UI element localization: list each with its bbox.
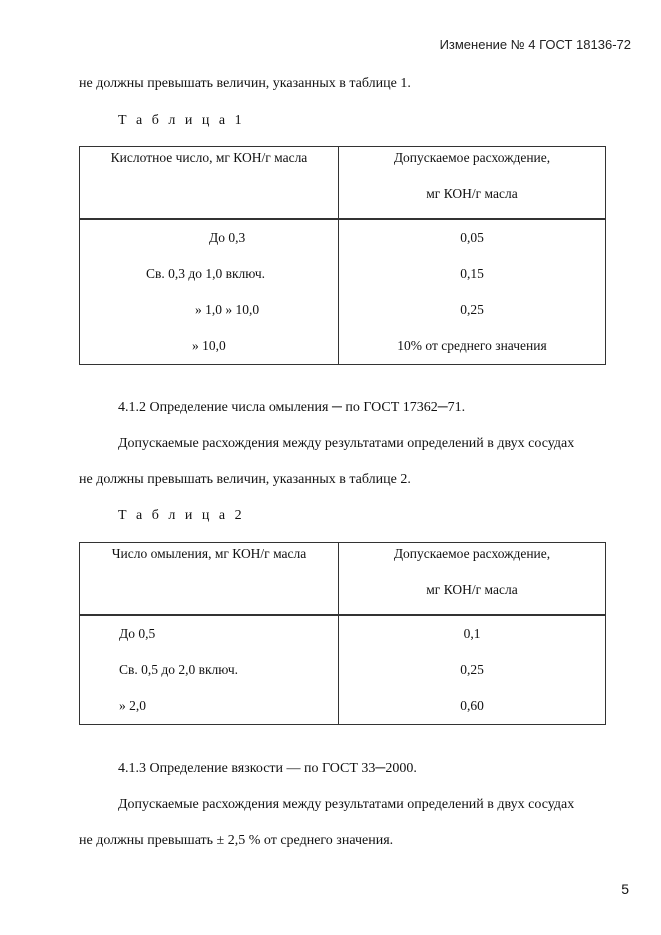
table-header-cell <box>80 543 339 616</box>
column-header-tolerance-unit: мг КОН/г масла <box>426 582 518 597</box>
table-cell-value: 0,05 <box>460 230 484 245</box>
table-cell-range: Св. 0,5 до 2,0 включ. <box>119 662 239 677</box>
table-row <box>80 219 606 364</box>
table-cell-range: До 0,3 <box>209 230 246 245</box>
paragraph-text: Допускаемые расхождения между результатами определений в двух сосудах <box>118 797 575 812</box>
column-header-tolerance: Допускаемое расхождение, <box>393 546 551 561</box>
section-4-1-2-heading: 4.1.2 Определение числа омыления ─ по ГОСТ 17362─71. <box>118 400 466 415</box>
column-header-tolerance-unit: мг КОН/г масла <box>426 186 518 201</box>
table-1-caption: Т а б л и ц а 1 <box>118 113 245 128</box>
paragraph-text: не должны превышать ± 2,5 % от среднего значения. <box>79 833 394 848</box>
table-header-row <box>80 147 606 220</box>
table-cell-value: 0,25 <box>460 662 484 677</box>
table-header-row <box>80 543 606 616</box>
table-cell-value: 0,60 <box>460 698 484 713</box>
table-cell-range: » 10,0 <box>192 338 226 353</box>
paragraph-text: Допускаемые расхождения между результатами определений в двух сосудах <box>118 436 575 451</box>
column-header-tolerance: Допускаемое расхождение, <box>393 150 551 165</box>
table-header-cell <box>339 543 606 616</box>
table-cell-value: 0,1 <box>463 626 481 641</box>
table-header-cell <box>80 147 339 220</box>
table-1 <box>79 146 606 365</box>
table-cell-range: До 0,5 <box>119 626 156 641</box>
column-header-saponification-number: Число омыления, мг КОН/г масла <box>111 546 307 561</box>
table-cell-range: » 1,0 » 10,0 <box>195 302 260 317</box>
table-cell-value: 10% от среднего значения <box>397 338 547 353</box>
column-header-acid-number: Кислотное число, мг КОН/г масла <box>110 150 308 165</box>
table-2 <box>79 542 606 725</box>
table-cell-value: 0,15 <box>460 266 484 281</box>
table-header-cell <box>339 147 606 220</box>
table-cell-range: Св. 0,3 до 1,0 включ. <box>146 266 266 281</box>
paragraph-text: не должны превышать величин, указанных в таблице 1. <box>79 76 411 91</box>
table-row <box>80 615 606 724</box>
section-4-1-3-heading: 4.1.3 Определение вязкости — по ГОСТ 33─2000. <box>118 761 417 776</box>
running-header: Изменение № 4 ГОСТ 18136-72 <box>439 37 631 52</box>
page-number: 5 <box>621 881 629 897</box>
paragraph-text: не должны превышать величин, указанных в таблице 2. <box>79 472 411 487</box>
table-cell-range: » 2,0 <box>119 698 146 713</box>
table-2-caption: Т а б л и ц а 2 <box>118 508 245 523</box>
table-cell-value: 0,25 <box>460 302 484 317</box>
